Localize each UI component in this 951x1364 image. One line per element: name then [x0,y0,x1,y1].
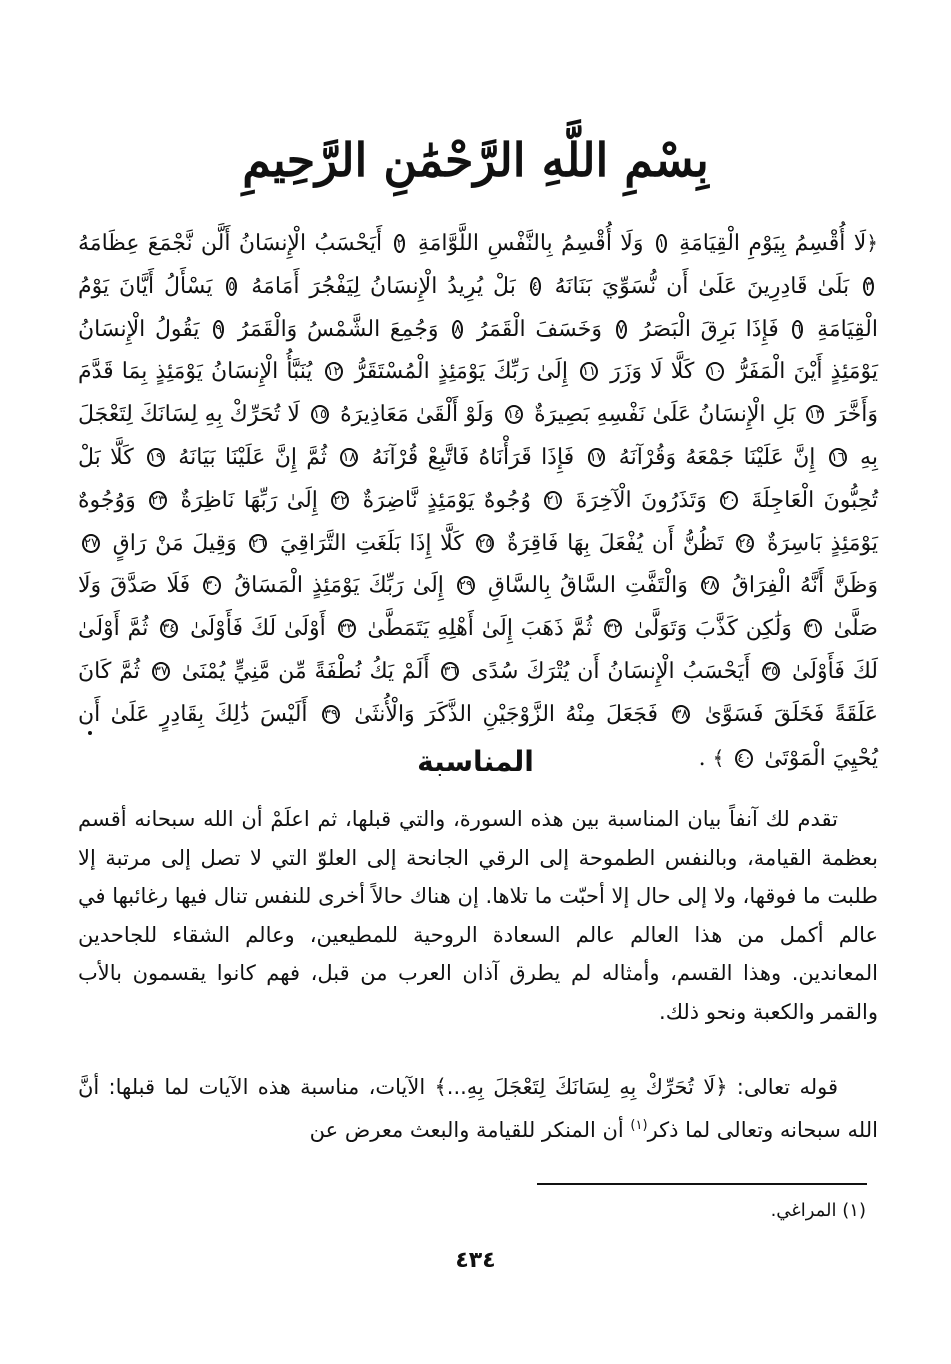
ayah-number-marker: ١٩ [149,449,163,465]
ayah-number-marker: ٣٢ [606,621,621,637]
commentary-paragraph-2 [78,1068,878,1149]
ayah-text: يَقُولُ الْإِنسَانُ يَوْمَئِذٍ أَيْنَ الْمَفَرُّ [78,316,878,385]
ayah-text: وَظَنَّ أَنَّهُ الْفِرَاقُ [731,573,878,599]
ayah-number-marker: ٣ [865,278,872,294]
footnote: (١) المراغي. [770,1200,866,1221]
ayah-text: ثُمَّ ذَهَبَ إِلَىٰ أَهْلِهِ يَتَمَطَّىٰ [367,616,593,642]
ayah-text: وُجُوهٌ يَوْمَئِذٍ نَّاضِرَةٌ [362,487,532,513]
ayah-text: وَوُجُوهٌ يَوْمَئِذٍ بَاسِرَةٌ [78,487,878,556]
ayah-number-marker: ٢١ [546,492,561,508]
ayah-text: أَوْلَىٰ لَكَ فَأَوْلَىٰ [190,616,326,642]
ayah-text: ثُمَّ أَوْلَىٰ لَكَ فَأَوْلَىٰ [78,616,878,684]
ayah-number-marker: ٥ [228,278,236,294]
ayah-number-marker: ٢٩ [458,578,473,594]
ayah-text: وَلَوْ أَلْقَىٰ مَعَاذِيرَهُ [340,402,494,428]
ayah-number-marker: ١٧ [589,449,604,465]
ayah-number-marker: ٢٨ [702,578,717,594]
footnote-reference: (١) [630,1117,648,1133]
ayah-text: بَلْ يُرِيدُ الْإِنسَانُ لِيَفْجُرَ أَمَامَهُ [251,273,516,299]
ayah-text: إِلَىٰ رَبِّكَ يَوْمَئِذٍ الْمُسْتَقَرُّ [354,359,568,385]
ayah-number-marker: ٨ [454,321,462,337]
ayah-number-marker: ١٣ [808,407,823,423]
ayah-number-marker: ٧ [617,321,625,337]
basmala-heading: بِسْمِ اللَّهِ الرَّحْمَٰنِ الرَّحِيمِ [242,133,709,187]
ayah-text: أَيَحْسَبُ الْإِنسَانُ أَن يُتْرَكَ سُدًى [471,658,751,684]
ayah-number-marker: ١٨ [342,449,357,465]
page-number: ٤٣٤ [455,1248,496,1273]
ayah-number-marker: ٣٣ [339,621,354,637]
ayah-text: يُنَبَّأُ الْإِنسَانُ يَوْمَئِذٍ بِمَا قَدَّمَ وَأَخَّرَ [78,359,879,428]
ayah-number-marker: ٢٠ [722,492,737,508]
commentary-paragraph-1: تقدم لك آنفاً بيان المناسبة بين هذه السورة، والتي قبلها، ثم اعلَمْ أن الله سبحانه أقسم بعظمة القيامة، وبالنفس الطموحة إلى الرقي الجانحة إلى العلوّ التي لا تصل إلى مرتبة إلا طلبت ما فوقها، ولا إلى حال إلا أحبّت ما تلاها. إن هناك حالاً أخرى للنفس تنال فيها رغائبها في عالم أكمل من هذا العالم عالم السعادة الروحية للمطيعين، وعالم الشقاء للجاحدين المعاندين. وهذا القسم، وأمثاله لم يطرق آذان العرب من قبل، فهم كانوا يقسمون بالأب والقمر والكعبة ونحو ذلك. [78,807,878,1024]
ayah-text: وَلَا أُقْسِمُ بِالنَّفْسِ اللَّوَّامَةِ [417,231,644,256]
quran-open-bracket: ﴿ [866,231,878,255]
ayah-number-marker: ٢ [396,236,404,251]
ayah-number-marker: ١ [657,236,665,251]
quran-end-dot: . [698,745,713,771]
ayah-text: وَتَذَرُونَ الْآخِرَةَ [575,487,707,513]
ayah-text: وَجُمِعَ الشَّمْسُ وَالْقَمَرُ [237,316,439,342]
section-title: المناسبة [417,745,534,778]
ayah-number-marker: ٣٩ [323,706,338,722]
ayah-number-marker: ٤ [531,278,539,294]
ayah-number-marker: ٢٦ [251,535,266,551]
ayah-number-marker: ٣٤ [162,621,177,637]
ayah-text: أَلَمْ يَكُ نُطْفَةً مِّن مَّنِيٍّ يُمْنَىٰ [181,658,430,684]
ayah-text: بَلَىٰ قَادِرِينَ عَلَىٰ أَن نُّسَوِّيَ بَنَانَهُ [554,273,850,299]
ayah-text: وَلَٰكِن كَذَّبَ وَتَوَلَّىٰ [634,616,792,642]
ayah-number-marker: ٢٣ [151,492,166,508]
ayah-number-marker: ٣١ [805,621,820,637]
ayah-number-marker: ٩ [215,321,223,337]
ayah-text: وَخَسَفَ الْقَمَرُ [476,316,602,342]
ayah-text: فَإِذَا قَرَأْنَاهُ فَاتَّبِعْ قُرْآنَهُ [371,444,575,470]
ayah-text: تَظُنُّ أَن يُفْعَلَ بِهَا فَاقِرَةٌ [507,530,724,556]
ayah-text: يَسْأَلُ أَيَّانَ يَوْمُ الْقِيَامَةِ [78,273,878,342]
ayah-text: أَلَيْسَ ذَٰلِكَ بِقَادِرٍ عَلَىٰ أَن يُحْيِيَ الْمَوْتَىٰ [78,701,878,771]
quran-verses-block [78,222,878,780]
ayah-text: كَلَّا بَلْ تُحِبُّونَ الْعَاجِلَةَ [78,444,879,513]
ayah-number-marker: ٢٧ [84,535,98,551]
ayah-text: إِنَّ عَلَيْنَا جَمْعَهُ وَقُرْآنَهُ [618,444,816,470]
ayah-number-marker: ٢٥ [478,535,493,551]
ayah-text: أَيَحْسَبُ الْإِنسَانُ أَلَّن نَّجْمَعَ عِظَامَهُ [78,231,383,256]
paragraph-2-text-after: أن المنكر للقيامة والبعث معرض عن [309,1117,624,1142]
ayah-text: فَجَعَلَ مِنْهُ الزَّوْجَيْنِ الذَّكَرَ وَالْأُنثَىٰ [354,701,659,727]
ayah-text: فَلَا صَدَّقَ وَلَا صَلَّىٰ [78,573,878,642]
ayah-number-marker: ٣٥ [764,663,779,679]
ayah-number-marker: ١٥ [313,407,327,423]
ayah-number-marker: ٣٠ [205,578,220,594]
ayah-text: إِلَىٰ رَبِّكَ يَوْمَئِذٍ الْمَسَاقُ [234,573,444,599]
ayah-text: كَلَّا لَا وَزَرَ [610,359,695,385]
ayah-number-marker: ١٠ [708,364,723,380]
paragraph-2-text-before: قوله تعالى: ﴿لَا تُحَرِّكْ بِهِ لِسَانَكَ لِتَعْجَلَ بِهِ...﴾ الآيات، مناسبة هذه الآيات لما قبلها: أنَّ الله سبحانه وتعالى لما ذكر [78,1075,878,1142]
quran-close-bracket: ﴾ [712,745,725,770]
ayah-number-marker: ١١ [582,364,597,380]
ayah-number-marker: ٣٨ [674,706,689,722]
ayah-text: ثُمَّ كَانَ عَلَقَةً فَخَلَقَ فَسَوَّىٰ [78,658,878,727]
ayah-text: ثُمَّ إِنَّ عَلَيْنَا بَيَانَهُ [178,444,328,470]
ayah-text: لَا تُحَرِّكْ بِهِ لِسَانَكَ لِتَعْجَلَ بِهِ [78,402,878,470]
ayah-number-marker: ٤٠ [737,750,752,766]
footnote-divider [537,1183,867,1185]
ayah-text: إِلَىٰ رَبِّهَا نَاظِرَةٌ [180,487,318,513]
ayah-text: بَلِ الْإِنسَانُ عَلَىٰ نَفْسِهِ بَصِيرَةٌ [534,402,796,428]
ayah-number-marker: ٣٦ [443,663,458,679]
ayah-text: فَإِذَا بَرِقَ الْبَصَرُ [640,316,779,342]
ayah-number-marker: ١٢ [326,364,341,380]
stray-dot [88,731,92,735]
ayah-number-marker: ٣٧ [153,663,168,679]
ayah-number-marker: ٢٤ [738,535,753,551]
ayah-number-marker: ١٦ [830,449,845,465]
ayah-text: لَا أُقْسِمُ بِيَوْمِ الْقِيَامَةِ [679,231,867,256]
ayah-number-marker: ٢٢ [333,492,348,508]
ayah-text: كَلَّا إِذَا بَلَغَتِ التَّرَاقِيَ [279,530,464,556]
ayah-number-marker: ١٤ [507,407,521,423]
ayah-number-marker: ٦ [794,321,802,337]
ayah-text: وَالْتَفَّتِ السَّاقُ بِالسَّاقِ [487,573,688,599]
ayah-text: وَقِيلَ مَنْ رَاقٍ [112,530,237,556]
